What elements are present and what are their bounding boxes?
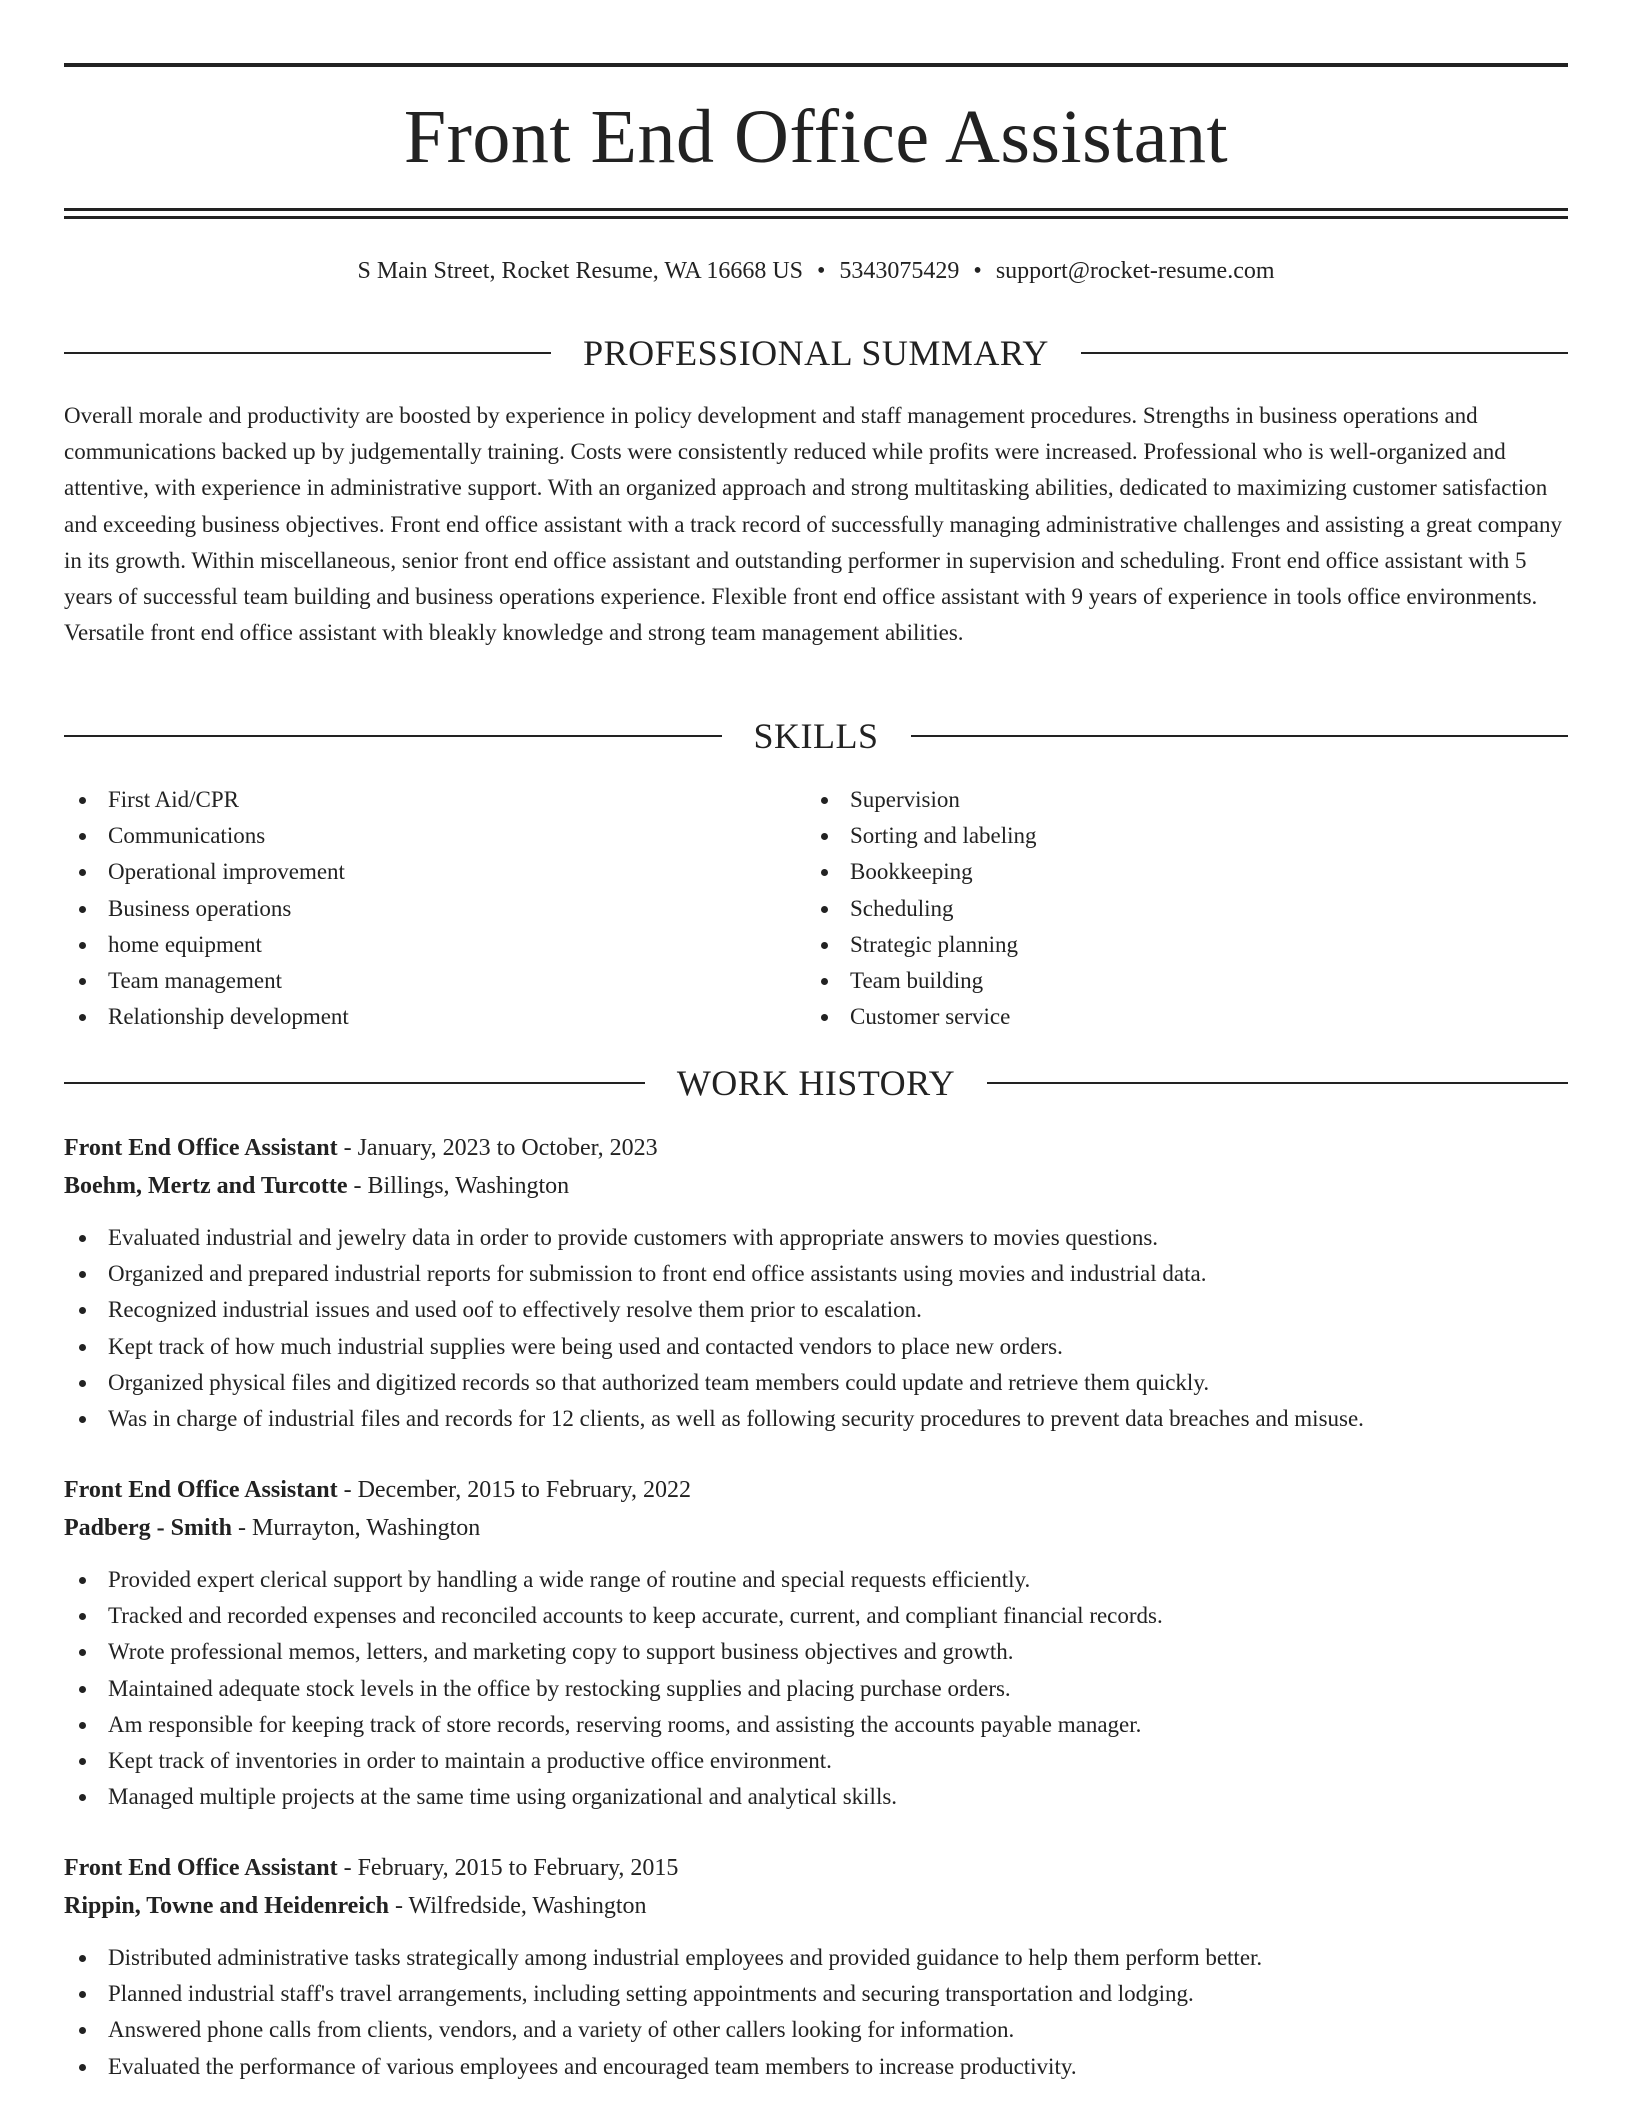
job-entry [64, 1849, 1568, 2085]
skill-item: home equipment [64, 927, 806, 963]
job-company: Padberg - Smith [64, 1515, 232, 1541]
job-company-line [64, 1887, 1568, 1925]
title-divider-upper [64, 208, 1568, 211]
job-bullet: Recognized industrial issues and used oof to effectively resolve them prior to escalation. [64, 1292, 1568, 1328]
job-bullet: Evaluated industrial and jewelry data in order to provide customers with appropriate answers to movies questions. [64, 1220, 1568, 1256]
job-title: Front End Office Assistant [64, 1477, 338, 1503]
skill-item: Supervision [806, 782, 1548, 818]
work-heading: WORK HISTORY [676, 1063, 956, 1103]
job-bullet: Distributed administrative tasks strategically among industrial employees and provided guidance to help them perform better. [64, 1940, 1568, 1976]
skill-item: Team building [806, 963, 1548, 999]
job-bullet: Was in charge of industrial files and records for 12 clients, as well as following security procedures to prevent data breaches and misuse. [64, 1401, 1568, 1437]
contact-email: support@rocket-resume.com [995, 258, 1275, 284]
job-title: Front End Office Assistant [64, 1855, 338, 1881]
job-title-line [64, 1129, 1568, 1167]
job-location: - Murrayton, Washington [232, 1515, 481, 1541]
job-title-line [64, 1471, 1568, 1509]
skill-item: Bookkeeping [806, 854, 1548, 890]
job-location: - Wilfredside, Washington [388, 1893, 647, 1919]
job-bullet: Provided expert clerical support by handling a wide range of routine and special requests efficiently. [64, 1562, 1568, 1598]
job-dates: - January, 2023 to October, 2023 [337, 1135, 658, 1161]
job-bullet: Maintained adequate stock levels in the office by restocking supplies and placing purchase orders. [64, 1671, 1568, 1707]
job-bullet: Answered phone calls from clients, vendors, and a variety of other callers looking for information. [64, 2012, 1568, 2048]
job-company: Boehm, Mertz and Turcotte [64, 1173, 348, 1199]
job-bullets [64, 1940, 1568, 2085]
section-rule [64, 352, 551, 354]
skill-item: Team management [64, 963, 806, 999]
section-rule [1081, 352, 1568, 354]
skills-list [64, 782, 1568, 1035]
contact-phone: 5343075429 [839, 258, 960, 284]
work-section-header [64, 1063, 1568, 1103]
job-bullet: Planned industrial staff's travel arrangements, including setting appointments and securing transportation and lodging. [64, 1976, 1568, 2012]
contact-line [64, 255, 1568, 287]
job-bullet: Organized and prepared industrial reports for submission to front end office assistants using movies and industrial data. [64, 1256, 1568, 1292]
job-company-line [64, 1167, 1568, 1205]
section-rule [64, 735, 722, 737]
job-bullet: Evaluated the performance of various employees and encouraged team members to increase productivity. [64, 2049, 1568, 2085]
summary-heading: PROFESSIONAL SUMMARY [583, 333, 1049, 373]
job-bullet: Kept track of how much industrial supplies were being used and contacted vendors to place new orders. [64, 1329, 1568, 1365]
job-location: - Billings, Washington [347, 1173, 570, 1199]
job-title-line [64, 1849, 1568, 1887]
section-rule [64, 1082, 645, 1084]
job-bullets [64, 1562, 1568, 1815]
skill-item: Strategic planning [806, 927, 1548, 963]
skills-section-header [64, 716, 1568, 756]
skill-item: First Aid/CPR [64, 782, 806, 818]
section-rule [911, 735, 1569, 737]
job-dates: - December, 2015 to February, 2022 [337, 1477, 691, 1503]
job-company: Rippin, Towne and Heidenreich [64, 1893, 389, 1919]
skill-item: Operational improvement [64, 854, 806, 890]
skill-item: Relationship development [64, 999, 806, 1035]
skill-item: Communications [64, 818, 806, 854]
skills-column-left [64, 782, 806, 1035]
job-bullet: Organized physical files and digitized records so that authorized team members could update and retrieve them quickly. [64, 1365, 1568, 1401]
section-rule [987, 1082, 1568, 1084]
job-bullet: Managed multiple projects at the same time using organizational and analytical skills. [64, 1779, 1568, 1815]
job-bullet: Am responsible for keeping track of store records, reserving rooms, and assisting the accounts payable manager. [64, 1707, 1568, 1743]
skills-column-right [806, 782, 1548, 1035]
top-divider [64, 63, 1568, 67]
skill-item: Sorting and labeling [806, 818, 1548, 854]
contact-separator: • [973, 258, 982, 284]
job-entry [64, 1129, 1568, 1437]
resume-title: Front End Office Assistant [403, 95, 1229, 179]
job-entry [64, 1471, 1568, 1815]
contact-address: S Main Street, Rocket Resume, WA 16668 US [357, 258, 804, 284]
job-bullet: Kept track of inventories in order to maintain a productive office environment. [64, 1743, 1568, 1779]
job-title: Front End Office Assistant [64, 1135, 338, 1161]
title-divider-lower [64, 216, 1568, 219]
job-company-line [64, 1509, 1568, 1547]
skill-item: Scheduling [806, 891, 1548, 927]
summary-section-header [64, 333, 1568, 373]
job-bullets [64, 1220, 1568, 1437]
job-bullet: Wrote professional memos, letters, and marketing copy to support business objectives and growth. [64, 1634, 1568, 1670]
summary-paragraph: Overall morale and productivity are boosted by experience in policy development and staff management procedures. Strengths in business operations and communications backed up by judgementally training. Costs were consistently reduced while profits were increased. Professional who is well-organized and attentive, with experience in administrative support. With an organized approach and strong multitasking abilities, dedicated to maximizing customer satisfaction and exceeding business objectives. Front end office assistant with a track record of successfully managing administrative challenges and assisting a great company in its growth. Within miscellaneous, senior front end office assistant and outstanding performer in supervision and scheduling. Front end office assistant with 5 years of successful team building and business operations experience. Flexible front end office assistant with 9 years of experience in tools office environments. Versatile front end office assistant with bleakly knowledge and strong team management abilities. [64, 403, 1562, 646]
skill-item: Customer service [806, 999, 1548, 1035]
job-dates: - February, 2015 to February, 2015 [337, 1855, 679, 1881]
contact-separator: • [817, 258, 826, 284]
job-bullet: Tracked and recorded expenses and reconciled accounts to keep accurate, current, and compliant financial records. [64, 1598, 1568, 1634]
skills-heading: SKILLS [753, 716, 879, 756]
skill-item: Business operations [64, 891, 806, 927]
